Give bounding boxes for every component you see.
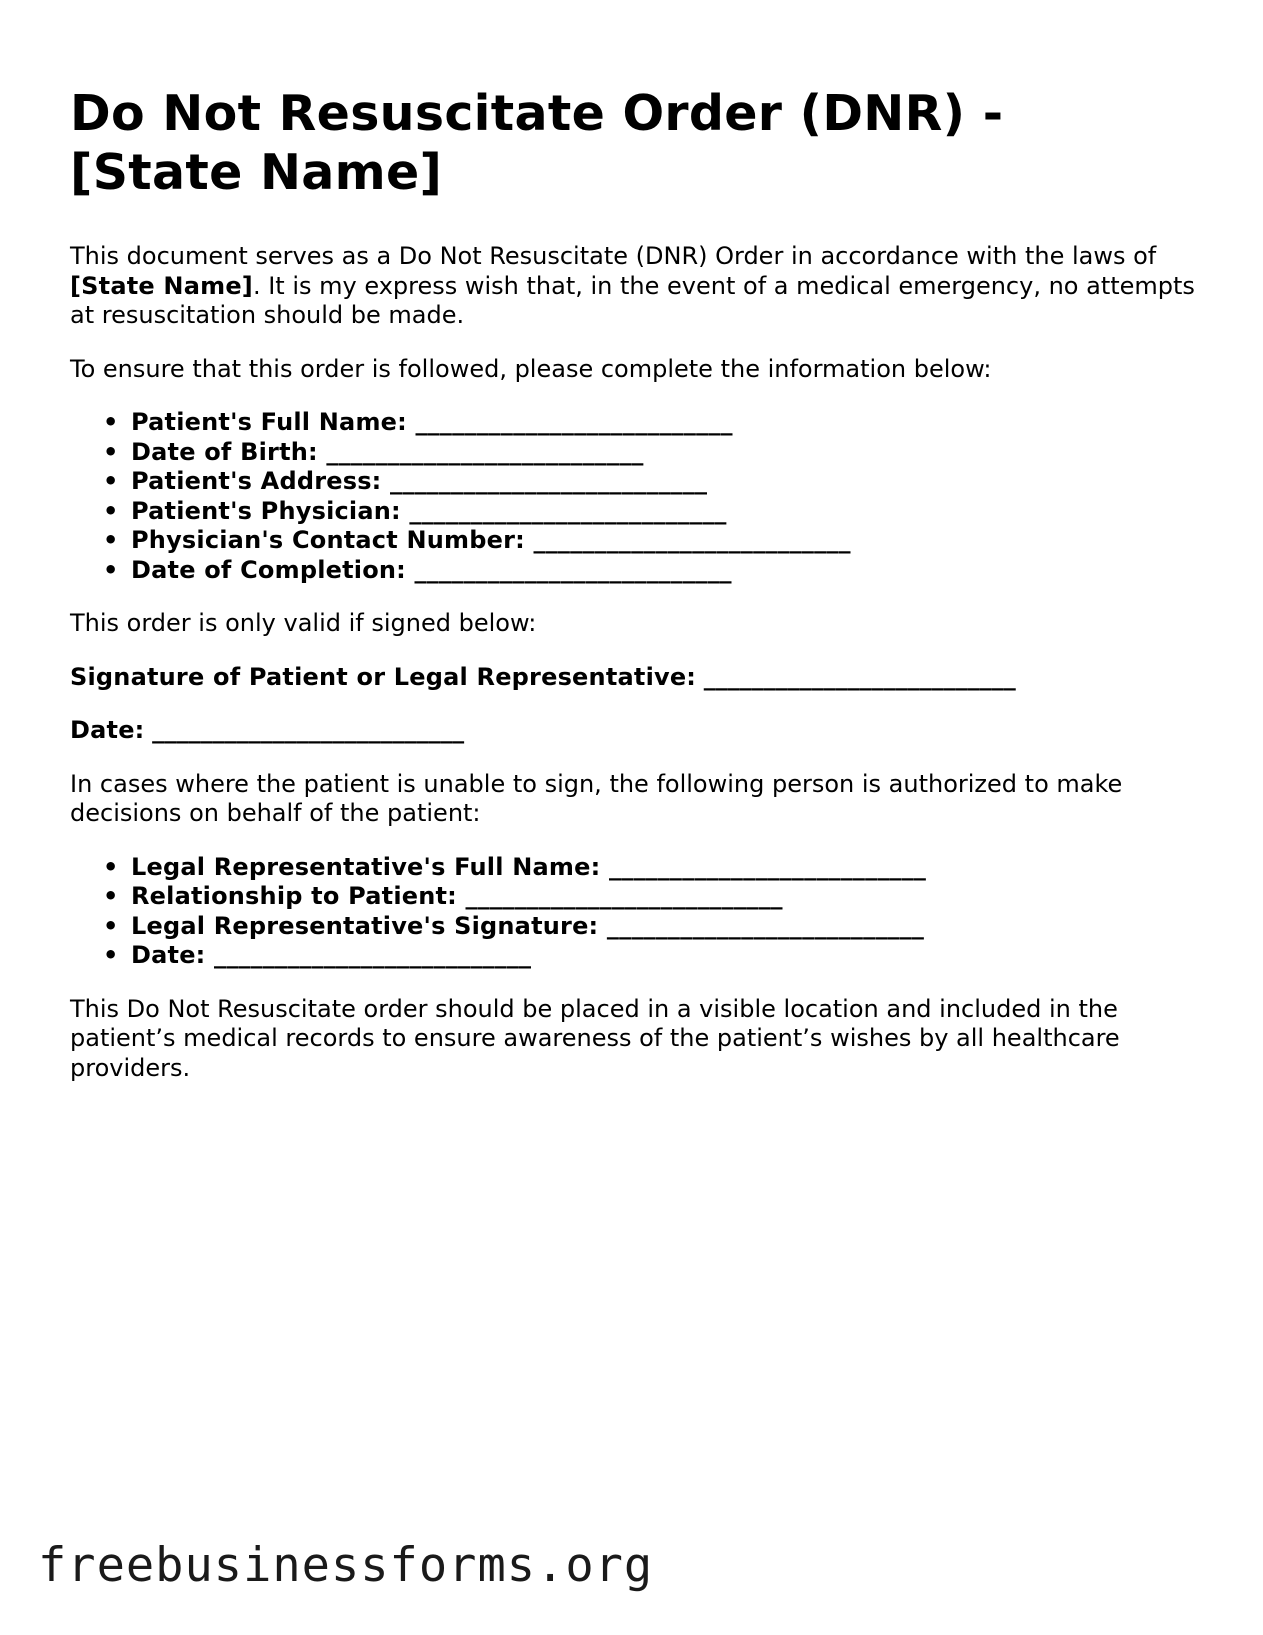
field-label: Legal Representative's Full Name: [131,852,601,881]
document-title [70,84,1210,202]
field-blank-line[interactable]: __________________________ [414,555,732,584]
title-line-1: Do Not Resuscitate Order (DNR) - [70,85,1004,142]
patient-field-address [103,467,1210,497]
field-label: Patient's Physician: [131,496,401,525]
field-label: Relationship to Patient: [131,882,457,910]
rep-field-date [103,941,1210,971]
signature-blank-line[interactable]: __________________________ [703,662,1016,691]
bullet-icon: • [103,408,119,436]
bullet-icon: • [103,526,119,554]
patient-field-date-of-completion [103,555,1210,586]
document-page [70,84,1210,1083]
field-label: Physician's Contact Number: [131,526,525,554]
bullet-icon: • [103,911,119,940]
field-blank-line[interactable]: __________________________ [415,408,733,436]
date-blank-line[interactable]: __________________________ [152,716,465,744]
field-label: Patient's Address: [131,467,382,495]
bullet-icon: • [103,882,119,910]
field-blank-line[interactable]: __________________________ [214,941,532,969]
field-label: Date: [131,941,206,969]
patient-field-physician [103,496,1210,527]
patient-field-full-name [103,408,1210,438]
patient-info-list [70,408,1210,585]
field-label: Legal Representative's Signature: [131,911,599,940]
rep-field-relationship [103,882,1210,912]
field-blank-line[interactable]: __________________________ [608,852,927,881]
bullet-icon: • [103,437,119,466]
field-blank-line[interactable]: __________________________ [533,526,851,554]
signature-line [70,663,1210,693]
field-label: Date of Completion: [131,555,406,584]
field-label: Date of Birth: [131,437,318,466]
bullet-icon: • [103,852,119,881]
signature-label: Signature of Patient or Legal Representative: [70,662,697,691]
intro-text-end: . It is my express wish that, in the event of a medical emergency, no attempts at resuscitation should be made. [70,271,1195,329]
rep-field-full-name [103,852,1210,883]
closing-paragraph: This Do Not Resuscitate order should be placed in a visible location and included in the patient’s medical records to ensure awareness of the patient’s wishes by all healthcare providers. [70,994,1120,1082]
bullet-icon: • [103,467,119,495]
bullet-icon: • [103,555,119,584]
date-line [70,716,1210,746]
valid-note: This order is only valid if signed below: [70,609,537,637]
field-blank-line[interactable]: __________________________ [390,467,708,495]
unable-to-sign-paragraph: In cases where the patient is unable to sign, the following person is authorized to make decisions on behalf of the patient: [70,769,1123,827]
field-blank-line[interactable]: __________________________ [465,882,783,910]
instruction-paragraph: To ensure that this order is followed, please complete the information below: [70,354,992,383]
field-blank-line[interactable]: __________________________ [326,437,644,466]
rep-field-signature [103,911,1210,942]
date-label: Date: [70,716,145,744]
intro-state-name: [State Name] [70,271,253,300]
intro-paragraph [70,242,1210,331]
watermark-text: freebusinessforms.org [38,1538,654,1593]
representative-info-list [70,853,1210,971]
field-label: Patient's Full Name: [131,408,407,436]
bullet-icon: • [103,496,119,525]
intro-text-start: This document serves as a Do Not Resuscitate (DNR) Order in accordance with the laws of [70,242,1157,270]
patient-field-date-of-birth [103,437,1210,468]
bullet-icon: • [103,941,119,969]
field-blank-line[interactable]: __________________________ [606,911,925,940]
patient-field-physician-contact [103,526,1210,556]
title-line-2: [State Name] [70,144,443,201]
field-blank-line[interactable]: __________________________ [409,496,727,525]
